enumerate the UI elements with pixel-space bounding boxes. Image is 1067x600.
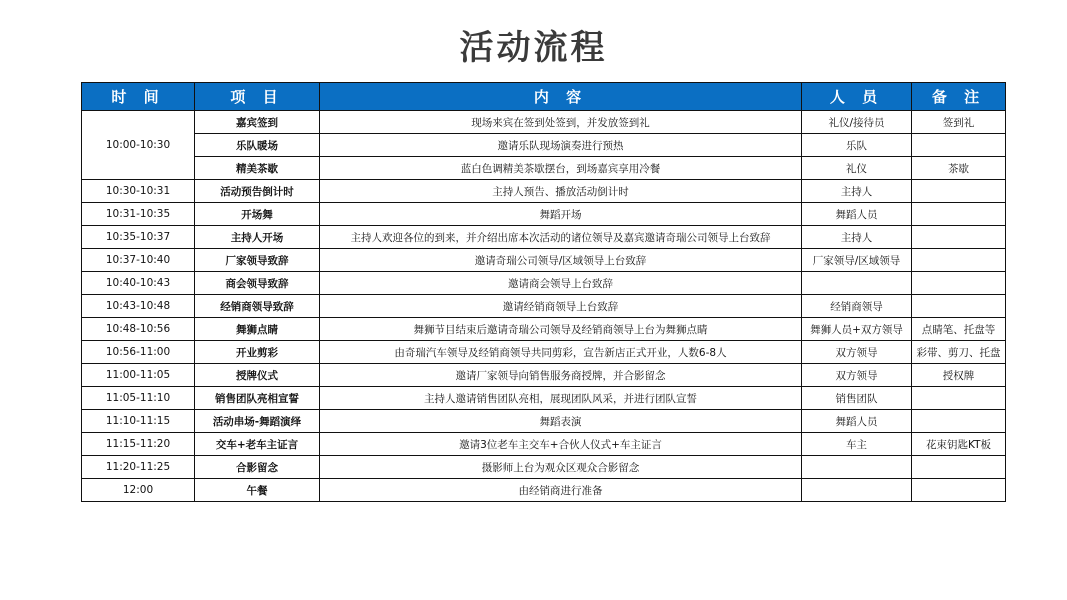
item-cell: 午餐 [195, 479, 320, 502]
person-cell: 车主 [802, 433, 912, 456]
person-cell: 礼仪/接待员 [802, 111, 912, 134]
note-cell [912, 203, 1006, 226]
person-cell [802, 272, 912, 295]
note-cell [912, 226, 1006, 249]
content-cell: 邀请厂家领导向销售服务商授牌，并合影留念 [320, 364, 802, 387]
content-cell: 主持人预告、播放活动倒计时 [320, 180, 802, 203]
time-cell: 11:15-11:20 [82, 433, 195, 456]
time-cell: 10:31-10:35 [82, 203, 195, 226]
person-cell: 经销商领导 [802, 295, 912, 318]
time-cell: 10:56-11:00 [82, 341, 195, 364]
table-row [82, 479, 1006, 502]
time-cell: 10:37-10:40 [82, 249, 195, 272]
table-row [82, 410, 1006, 433]
header-note: 备 注 [912, 83, 1006, 111]
table-row [82, 180, 1006, 203]
table-row [82, 456, 1006, 479]
content-cell: 邀请经销商领导上台致辞 [320, 295, 802, 318]
content-cell: 主持人邀请销售团队亮相，展现团队风采，并进行团队宣誓 [320, 387, 802, 410]
item-cell: 舞狮点睛 [195, 318, 320, 341]
content-cell: 邀请商会领导上台致辞 [320, 272, 802, 295]
item-cell: 乐队暖场 [195, 134, 320, 157]
person-cell: 双方领导 [802, 364, 912, 387]
content-cell: 邀请奇瑞公司领导/区域领导上台致辞 [320, 249, 802, 272]
content-cell: 由经销商进行准备 [320, 479, 802, 502]
person-cell: 主持人 [802, 180, 912, 203]
person-cell: 舞蹈人员 [802, 410, 912, 433]
table-row [82, 364, 1006, 387]
note-cell [912, 456, 1006, 479]
table-row [82, 341, 1006, 364]
content-cell: 舞狮节目结束后邀请奇瑞公司领导及经销商领导上台为舞狮点睛 [320, 318, 802, 341]
header-time: 时 间 [82, 83, 195, 111]
note-cell [912, 387, 1006, 410]
time-cell: 12:00 [82, 479, 195, 502]
person-cell: 舞狮人员+双方领导 [802, 318, 912, 341]
table-row [82, 226, 1006, 249]
header-item: 项 目 [195, 83, 320, 111]
table-row [82, 295, 1006, 318]
note-cell: 彩带、剪刀、托盘 [912, 341, 1006, 364]
item-cell: 嘉宾签到 [195, 111, 320, 134]
item-cell: 精美茶歇 [195, 157, 320, 180]
content-cell: 邀请3位老车主交车+合伙人仪式+车主证言 [320, 433, 802, 456]
content-cell: 蓝白色调精美茶歇摆台，到场嘉宾享用冷餐 [320, 157, 802, 180]
content-cell: 舞蹈开场 [320, 203, 802, 226]
note-cell [912, 272, 1006, 295]
time-cell: 10:40-10:43 [82, 272, 195, 295]
table-row [82, 387, 1006, 410]
table-row [82, 157, 1006, 180]
note-cell [912, 479, 1006, 502]
item-cell: 开业剪彩 [195, 341, 320, 364]
item-cell: 开场舞 [195, 203, 320, 226]
person-cell: 礼仪 [802, 157, 912, 180]
note-cell: 点睛笔、托盘等 [912, 318, 1006, 341]
schedule-table [81, 82, 1006, 502]
time-cell: 10:43-10:48 [82, 295, 195, 318]
content-cell: 邀请乐队现场演奏进行预热 [320, 134, 802, 157]
content-cell: 舞蹈表演 [320, 410, 802, 433]
table-row [82, 111, 1006, 134]
table-row [82, 433, 1006, 456]
note-cell [912, 410, 1006, 433]
page-title: 活动流程 [459, 28, 608, 68]
time-cell: 10:30-10:31 [82, 180, 195, 203]
person-cell: 双方领导 [802, 341, 912, 364]
note-cell: 花束钥匙KT板 [912, 433, 1006, 456]
item-cell: 经销商领导致辞 [195, 295, 320, 318]
table-row [82, 203, 1006, 226]
time-cell: 10:00-10:30 [82, 111, 195, 180]
item-cell: 交车+老车主证言 [195, 433, 320, 456]
item-cell: 销售团队亮相宣誓 [195, 387, 320, 410]
note-cell: 签到礼 [912, 111, 1006, 134]
item-cell: 厂家领导致辞 [195, 249, 320, 272]
time-cell: 11:05-11:10 [82, 387, 195, 410]
person-cell [802, 479, 912, 502]
header-person: 人 员 [802, 83, 912, 111]
person-cell [802, 456, 912, 479]
time-cell: 10:35-10:37 [82, 226, 195, 249]
item-cell: 授牌仪式 [195, 364, 320, 387]
time-cell: 10:48-10:56 [82, 318, 195, 341]
item-cell: 活动预告倒计时 [195, 180, 320, 203]
table-row [82, 249, 1006, 272]
header-content: 内 容 [320, 83, 802, 111]
table-header-row [82, 83, 1006, 111]
item-cell: 商会领导致辞 [195, 272, 320, 295]
note-cell [912, 295, 1006, 318]
content-cell: 摄影师上台为观众区观众合影留念 [320, 456, 802, 479]
person-cell: 厂家领导/区域领导 [802, 249, 912, 272]
time-cell: 11:00-11:05 [82, 364, 195, 387]
time-cell: 11:20-11:25 [82, 456, 195, 479]
table-row [82, 272, 1006, 295]
note-cell: 茶歇 [912, 157, 1006, 180]
item-cell: 合影留念 [195, 456, 320, 479]
item-cell: 主持人开场 [195, 226, 320, 249]
content-cell: 现场来宾在签到处签到，并发放签到礼 [320, 111, 802, 134]
person-cell: 主持人 [802, 226, 912, 249]
time-cell: 11:10-11:15 [82, 410, 195, 433]
person-cell: 乐队 [802, 134, 912, 157]
table-row [82, 134, 1006, 157]
note-cell [912, 180, 1006, 203]
item-cell: 活动串场-舞蹈演绎 [195, 410, 320, 433]
content-cell: 主持人欢迎各位的到来，并介绍出席本次活动的诸位领导及嘉宾邀请奇瑞公司领导上台致辞 [320, 226, 802, 249]
person-cell: 销售团队 [802, 387, 912, 410]
table-row [82, 318, 1006, 341]
note-cell: 授权牌 [912, 364, 1006, 387]
note-cell [912, 134, 1006, 157]
person-cell: 舞蹈人员 [802, 203, 912, 226]
note-cell [912, 249, 1006, 272]
content-cell: 由奇瑞汽车领导及经销商领导共同剪彩，宣告新店正式开业，人数6-8人 [320, 341, 802, 364]
